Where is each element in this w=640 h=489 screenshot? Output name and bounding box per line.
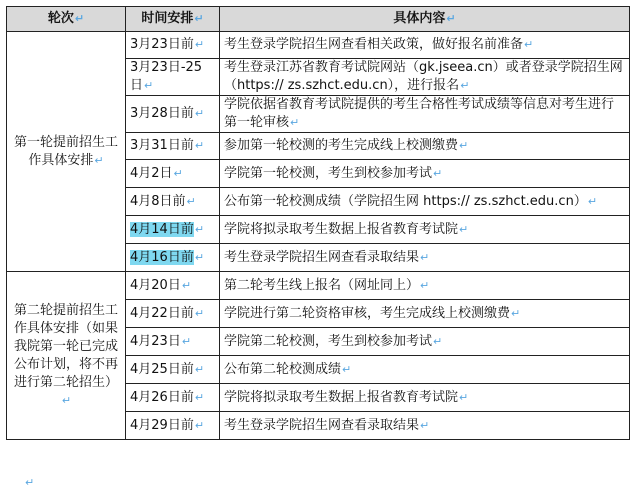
row-date: 4月23日↵ bbox=[126, 328, 220, 356]
table-row bbox=[7, 272, 630, 300]
row-date: 4月20日↵ bbox=[126, 272, 220, 300]
header-round: 轮次↵ bbox=[7, 7, 126, 32]
table-row bbox=[7, 32, 630, 59]
row-content: 考生登录学院招生网查看相关政策，做好报名前准备↵ bbox=[220, 32, 630, 59]
round-2-label: 第二轮提前招生工作具体安排（如果我院第一轮已完成公布计划，将不再进行第二轮招生）↵ bbox=[7, 272, 126, 440]
round-1-label: 第一轮提前招生工作具体安排↵ bbox=[7, 32, 126, 272]
document-table-wrapper bbox=[6, 6, 630, 440]
row-date: 4月25日前↵ bbox=[126, 356, 220, 384]
row-date: 3月23日-25日↵ bbox=[126, 59, 220, 96]
row-date: 4月16日前↵ bbox=[126, 244, 220, 272]
highlighted-date: 4月16日前 bbox=[130, 249, 194, 265]
row-date: 4月26日前↵ bbox=[126, 384, 220, 412]
row-date: 4月22日前↵ bbox=[126, 300, 220, 328]
row-date: 4月29日前↵ bbox=[126, 412, 220, 440]
row-content: 公布第一轮校测成绩（学院招生网 https:// zs.szhct.edu.cn）↵ bbox=[220, 188, 630, 216]
highlighted-date: 4月14日前 bbox=[130, 221, 194, 237]
row-content: 学院第二轮校测，考生到校参加考试↵ bbox=[220, 328, 630, 356]
row-date: 3月28日前↵ bbox=[126, 96, 220, 133]
header-schedule: 时间安排↵ bbox=[126, 7, 220, 32]
paragraph-mark: ↵ bbox=[25, 476, 35, 489]
header-content: 具体内容↵ bbox=[220, 7, 630, 32]
row-content: 学院依据省教育考试院提供的考生合格性考试成绩等信息对考生进行第一轮审核↵ bbox=[220, 96, 630, 133]
row-content: 参加第一轮校测的考生完成线上校测缴费↵ bbox=[220, 133, 630, 160]
row-date: 4月2日↵ bbox=[126, 160, 220, 188]
row-date: 4月14日前↵ bbox=[126, 216, 220, 244]
table-header-row bbox=[7, 7, 630, 32]
row-content: 考生登录江苏省教育考试院网站（gk.jseea.cn）或者登录学院招生网（https:// zs.szhct.edu.cn），进行报名↵ bbox=[220, 59, 630, 96]
row-date: 3月31日前↵ bbox=[126, 133, 220, 160]
row-date: 3月23日前↵ bbox=[126, 32, 220, 59]
row-content: 学院将拟录取考生数据上报省教育考试院↵ bbox=[220, 216, 630, 244]
row-content: 考生登录学院招生网查看录取结果↵ bbox=[220, 244, 630, 272]
admissions-schedule-table bbox=[6, 6, 630, 440]
row-content: 公布第二轮校测成绩↵ bbox=[220, 356, 630, 384]
row-content: 学院进行第二轮资格审核，考生完成线上校测缴费↵ bbox=[220, 300, 630, 328]
row-content: 考生登录学院招生网查看录取结果↵ bbox=[220, 412, 630, 440]
row-date: 4月8日前↵ bbox=[126, 188, 220, 216]
row-content: 学院第一轮校测，考生到校参加考试↵ bbox=[220, 160, 630, 188]
row-content: 第二轮考生线上报名（网址同上）↵ bbox=[220, 272, 630, 300]
row-content: 学院将拟录取考生数据上报省教育考试院↵ bbox=[220, 384, 630, 412]
